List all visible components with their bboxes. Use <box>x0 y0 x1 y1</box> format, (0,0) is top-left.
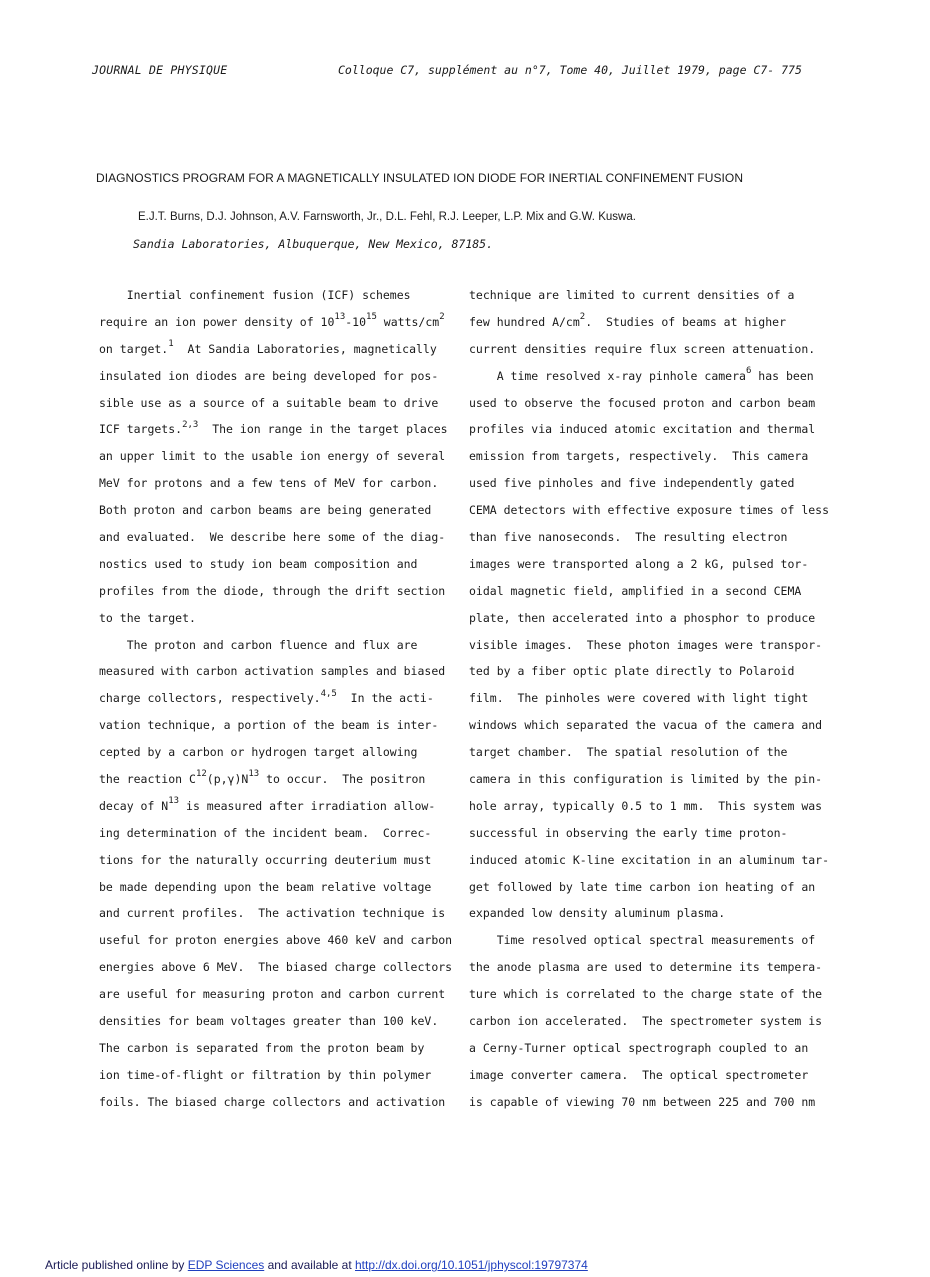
text-line <box>99 715 459 742</box>
line-text: used to observe the focused proton and carbon beam <box>469 395 816 410</box>
text-line <box>99 473 459 500</box>
text-line <box>469 877 829 904</box>
line-text: decay of N <box>99 798 169 813</box>
line-text: MeV for protons and a few tens of MeV for carbon. <box>99 476 439 491</box>
text-line <box>469 850 829 877</box>
line-text: require an ion power density of 10 <box>99 314 335 329</box>
text-line <box>99 903 459 930</box>
text-line <box>469 312 829 339</box>
text-line <box>469 1038 829 1065</box>
text-line <box>469 635 829 662</box>
text-line <box>469 715 829 742</box>
line-text: . Studies of beams at higher <box>585 314 786 329</box>
line-text: technique are limited to current densities of a <box>469 288 795 302</box>
text-line <box>469 1092 829 1119</box>
text-line <box>469 742 829 769</box>
text-line <box>99 500 459 527</box>
text-line <box>469 608 829 635</box>
line-text: profiles from the diode, through the drift section <box>99 583 446 598</box>
text-line <box>99 1092 459 1119</box>
line-text: measured with carbon activation samples and biased <box>99 664 446 679</box>
line-text: ion time-of-flight or filtration by thin polymer <box>99 1067 432 1082</box>
line-text: has been <box>751 368 814 383</box>
line-text: few hundred A/cm <box>469 314 580 329</box>
line-text: on target. <box>99 341 169 356</box>
line-text: At Sandia Laboratories, magnetically <box>173 341 437 356</box>
line-text: hole array, typically 0.5 to 1 mm. This system was <box>469 798 823 813</box>
line-text: nostics used to study ion beam composition and <box>99 556 418 571</box>
text-line <box>99 796 459 823</box>
line-text: used five pinholes and five independently gated <box>469 476 795 491</box>
text-line <box>99 366 459 393</box>
line-text: foils. The biased charge collectors and activation <box>99 1094 446 1109</box>
line-text: sible use as a source of a suitable beam to drive <box>99 395 439 410</box>
text-line <box>469 1011 829 1038</box>
text-line <box>99 877 459 904</box>
line-text: induced atomic K-line excitation in an aluminum tar- <box>469 852 830 867</box>
line-text: vation technique, a portion of the beam is inter- <box>99 718 439 733</box>
superscript: 2 <box>579 312 586 323</box>
line-text: to occur. The positron <box>259 772 426 787</box>
superscript: 2 <box>439 312 445 323</box>
line-text: Inertial confinement fusion (ICF) schemes <box>99 288 411 302</box>
text-line <box>469 661 829 688</box>
text-line <box>99 742 459 769</box>
line-text: and evaluated. We describe here some of the diag- <box>99 530 446 545</box>
text-line <box>99 419 459 446</box>
author-list: E.J.T. Burns, D.J. Johnson, A.V. Farnsworth, Jr., D.L. Fehl, R.J. Leeper, L.P. Mix and G.W. Kuswa. <box>138 211 636 223</box>
text-line <box>469 446 829 473</box>
paper-title: DIAGNOSTICS PROGRAM FOR A MAGNETICALLY INSULATED ION DIODE FOR INERTIAL CONFINEMENT FUSION <box>96 171 744 185</box>
text-line <box>99 312 459 339</box>
line-text: a Cerny-Turner optical spectrograph coupled to an <box>469 1040 809 1055</box>
text-line <box>99 1011 459 1038</box>
text-line <box>99 930 459 957</box>
line-text: the anode plasma are used to determine its tempera- <box>469 960 823 975</box>
text-line <box>469 957 829 984</box>
line-text: successful in observing the early time proton- <box>469 825 788 840</box>
line-text: profiles via induced atomic excitation and thermal <box>469 422 816 437</box>
left-column <box>99 285 459 1119</box>
text-line <box>469 366 829 393</box>
line-text: The proton and carbon fluence and flux are <box>99 637 418 652</box>
text-line <box>99 554 459 581</box>
superscript: 13 <box>168 796 180 807</box>
text-line <box>469 823 829 850</box>
text-line <box>99 608 459 635</box>
line-text: ing determination of the incident beam. Correc- <box>99 825 432 840</box>
line-text: image converter camera. The optical spectrometer <box>469 1067 809 1082</box>
text-line <box>99 823 459 850</box>
superscript: 4,5 <box>320 688 337 699</box>
line-text: camera in this configuration is limited by the pin- <box>469 772 823 787</box>
text-line <box>469 393 829 420</box>
line-text: an upper limit to the usable ion energy of several <box>99 449 446 464</box>
line-text: the reaction C <box>99 772 196 787</box>
line-text: ted by a fiber optic plate directly to Polaroid <box>469 664 795 679</box>
text-line <box>469 473 829 500</box>
line-text: than five nanoseconds. The resulting electron <box>469 530 788 545</box>
line-text: and current profiles. The activation technique is <box>99 906 446 921</box>
line-text: insulated ion diodes are being developed for pos- <box>99 368 439 383</box>
text-line <box>469 984 829 1011</box>
line-text: densities for beam voltages greater than 100 keV. <box>99 1014 439 1029</box>
text-line <box>99 1065 459 1092</box>
line-text: Both proton and carbon beams are being generated <box>99 503 432 518</box>
citation-header: Colloque C7, supplément au n°7, Tome 40, Juillet 1979, page C7- 775 <box>338 63 802 77</box>
affiliation: Sandia Laboratories, Albuquerque, New Mexico, 87185. <box>133 237 494 251</box>
text-line <box>99 984 459 1011</box>
line-text: ICF targets. <box>99 422 183 437</box>
superscript: 6 <box>745 365 752 376</box>
text-line <box>469 796 829 823</box>
text-line <box>469 930 829 957</box>
line-text: charge collectors, respectively. <box>99 691 321 706</box>
text-line <box>99 688 459 715</box>
line-text: cepted by a carbon or hydrogen target allowing <box>99 745 418 760</box>
line-text: watts/cm <box>376 314 440 329</box>
line-text: windows which separated the vacua of the camera and <box>469 718 823 733</box>
line-text: visible images. These photon images were transpor- <box>469 637 823 652</box>
line-text: to the target. <box>99 610 196 625</box>
line-text: In the acti- <box>336 691 434 706</box>
line-text: useful for proton energies above 460 keV and carbon <box>99 933 453 948</box>
line-text: current densities require flux screen attenuation. <box>469 341 816 356</box>
line-text: target chamber. The spatial resolution of the <box>469 745 788 760</box>
footer-middle: and available at <box>264 1258 355 1272</box>
line-text: (p,γ)N <box>206 772 249 787</box>
superscript: 13 <box>248 769 260 780</box>
superscript: 13 <box>334 312 346 323</box>
publisher-link[interactable]: EDP Sciences <box>187 1258 265 1272</box>
doi-link[interactable]: http://dx.doi.org/10.1051/jphyscol:19797374 <box>354 1258 588 1272</box>
line-text: get followed by late time carbon ion heating of an <box>469 879 816 894</box>
line-text: The carbon is separated from the proton beam by <box>99 1040 425 1055</box>
text-line <box>99 769 459 796</box>
text-line <box>99 581 459 608</box>
journal-header: JOURNAL DE PHYSIQUE <box>92 63 228 77</box>
text-line <box>99 393 459 420</box>
line-text: carbon ion accelerated. The spectrometer system is <box>469 1014 823 1029</box>
superscript: 1 <box>168 338 174 349</box>
line-text: is measured after irradiation allow- <box>179 798 436 813</box>
superscript: 15 <box>366 312 377 323</box>
line-text: expanded low density aluminum plasma. <box>469 906 726 921</box>
text-line <box>469 1065 829 1092</box>
line-text: is capable of viewing 70 nm between 225 and 700 nm <box>469 1094 816 1109</box>
line-text: The ion range in the target places <box>198 422 448 437</box>
text-line <box>99 850 459 877</box>
text-line <box>469 581 829 608</box>
text-line <box>469 554 829 581</box>
line-text: be made depending upon the beam relative voltage <box>99 879 432 894</box>
text-line <box>469 903 829 930</box>
line-text: film. The pinholes were covered with light tight <box>469 691 809 706</box>
line-text: CEMA detectors with effective exposure times of less <box>469 503 830 518</box>
text-line <box>99 446 459 473</box>
line-text: plate, then accelerated into a phosphor to produce <box>469 610 816 625</box>
text-line <box>469 527 829 554</box>
line-text: ture which is correlated to the charge state of the <box>469 987 823 1002</box>
line-text: images were transported along a 2 kG, pulsed tor- <box>469 556 809 571</box>
line-text: A time resolved x-ray pinhole camera <box>469 368 746 383</box>
text-line <box>469 500 829 527</box>
text-line <box>469 419 829 446</box>
right-column <box>469 285 829 1119</box>
text-line <box>99 527 459 554</box>
footer-notice <box>45 1258 588 1272</box>
line-text: tions for the naturally occurring deuterium must <box>99 852 432 867</box>
text-line <box>469 339 829 366</box>
line-text: Time resolved optical spectral measurements of <box>469 933 816 948</box>
text-line <box>99 285 459 312</box>
text-line <box>99 1038 459 1065</box>
line-text: -10 <box>345 314 367 329</box>
line-text: oidal magnetic field, amplified in a second CEMA <box>469 583 802 598</box>
superscript: 12 <box>195 769 207 780</box>
text-line <box>469 688 829 715</box>
line-text: emission from targets, respectively. This camera <box>469 449 809 464</box>
text-line <box>99 635 459 662</box>
text-line <box>99 339 459 366</box>
footer-prefix: Article published online by <box>45 1258 188 1272</box>
text-line <box>99 957 459 984</box>
line-text: are useful for measuring proton and carbon current <box>99 987 446 1002</box>
superscript: 2,3 <box>182 419 199 430</box>
text-line <box>469 285 829 312</box>
text-line <box>99 661 459 688</box>
line-text: energies above 6 MeV. The biased charge collectors <box>99 960 453 975</box>
text-line <box>469 769 829 796</box>
